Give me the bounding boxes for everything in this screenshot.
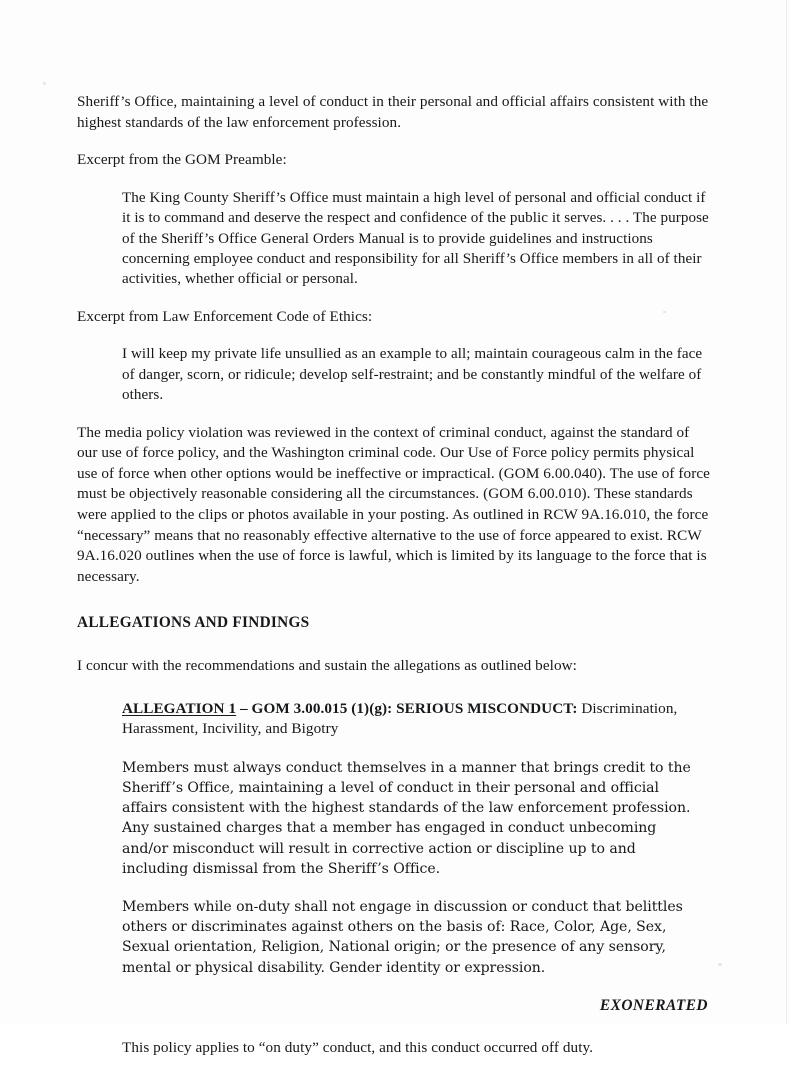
blockquote-code-of-ethics: I will keep my private life unsullied as an example to all; maintain courageous calm in the face of danger, scorn, or ridicule; develop self-restraint; and be constantly mindful of the welfare of others. — [122, 346, 703, 404]
label-code-of-ethics: Excerpt from Law Enforcement Code of Ethics: — [77, 307, 373, 325]
scan-speck — [718, 963, 722, 966]
blockquote-gom-preamble: The King County Sheriff’s Office must maintain a high level of personal and official conduct if it is to command and deserve the respect and confidence of the public it serves. . . . The purpose of the Sheriff’s Office General Orders Manual is to provide guidelines and instructions concerning employee conduct and responsibility for all Sheriff’s Office members in all of their activities, whether official or personal. — [122, 189, 709, 288]
document-body — [77, 92, 710, 1076]
paragraph-media-policy-analysis: The media policy violation was reviewed in the context of criminal conduct, against the standard of our use of force policy, and the Washington criminal code. Our Use of Force policy permits physical use of force when other options would be ineffective or impractical. (GOM 6.00.040). The use of force must be objectively reasonable considering all the circumstances. (GOM 6.00.010). These standards were applied to the clips or photos available in your posting. As outlined in RCW 9A.16.010, the force “necessary” means that no reasonably effective alternative to the use of force appeared to exist. RCW 9A.16.020 outlines when the use of force is lawful, which is limited by its language to the force that is necessary. — [77, 423, 710, 585]
paragraph-concurrence: I concur with the recommendations and sustain the allegations as outlined below: — [77, 656, 577, 674]
label-gom-preamble: Excerpt from the GOM Preamble: — [77, 151, 287, 169]
scan-speck — [43, 82, 46, 85]
paragraph-intro-continuation: Sheriff’s Office, maintaining a level of conduct in their personal and official affairs consistent with the highest standards of the law enforcement profession. — [77, 93, 709, 131]
allegation-citation: – GOM 3.00.015 (1)(g): SERIOUS MISCONDUCT: — [236, 699, 578, 717]
section-heading-allegations-and-findings: ALLEGATIONS AND FINDINGS — [77, 614, 310, 632]
allegation-policy-text-2: Members while on-duty shall not engage in discussion or conduct that belittles others or discriminates against others on the basis of: Race, Color, Age, Sex, Sexual orientation, Religion, National origin; or the presence of any sensory, mental or physical disability. Gender identity or expression. — [122, 898, 683, 976]
allegation-rationale: This policy applies to “on duty” conduct, and this conduct occurred off duty. — [122, 1039, 594, 1057]
allegation-policy-text-1: Members must always conduct themselves in a manner that brings credit to the Sheriff’s Office, maintaining a level of conduct in their personal and official affairs consistent with the highest standards of the law enforcement profession. Any sustained charges that a member has engaged in conduct unbecoming and/or misconduct will result in corrective action or discipline up to and including dismissal from the Sheriff’s Office. — [122, 759, 691, 877]
allegation-subject: Discrimination, Harassment, Incivility, and Bigotry — [122, 699, 678, 738]
allegation-number-label: ALLEGATION 1 — [122, 699, 237, 717]
allegation-title — [122, 699, 710, 740]
allegation-finding: EXONERATED — [599, 996, 708, 1014]
